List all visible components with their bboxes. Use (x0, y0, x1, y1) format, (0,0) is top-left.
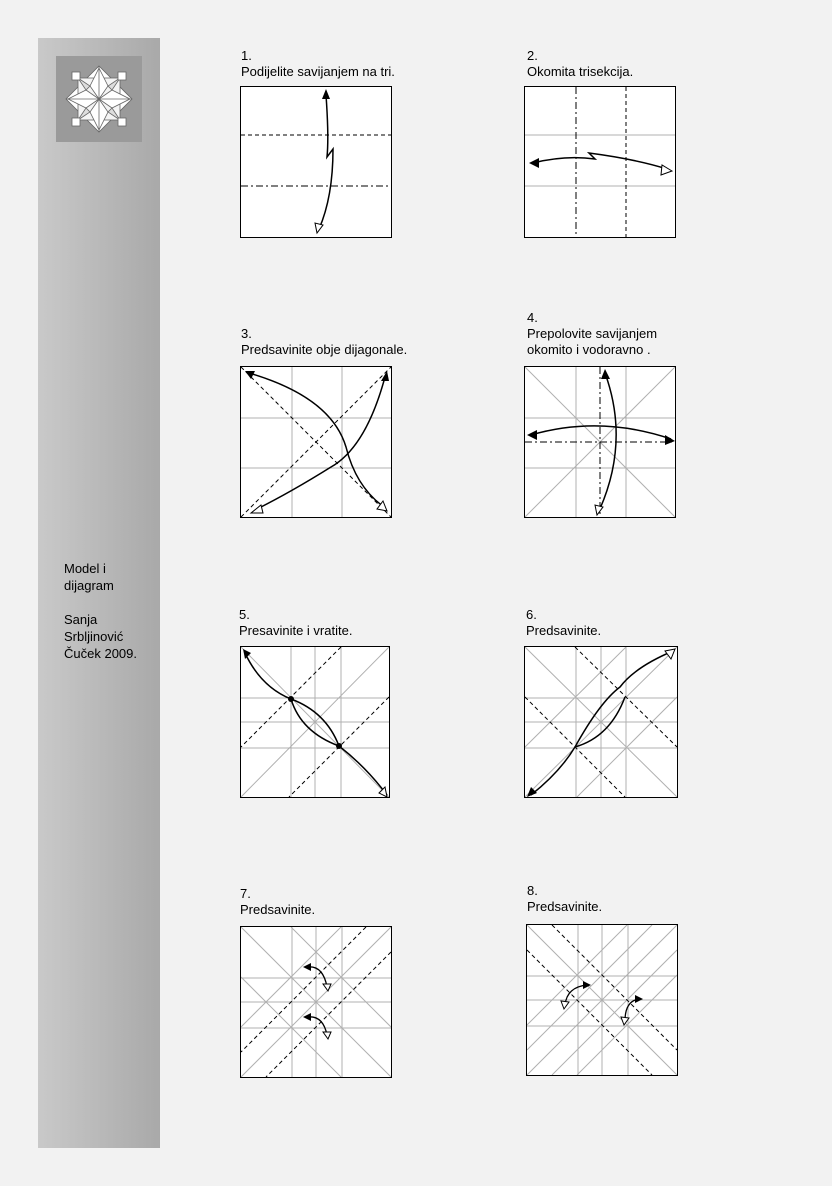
arrow-head-icon (665, 435, 675, 445)
arrow-head-icon (323, 984, 331, 991)
arrow-head-icon (322, 89, 330, 99)
credits: Model i dijagram Sanja Srbljinović Čuček 2009. (64, 561, 137, 661)
arrow-head-icon (527, 787, 537, 797)
step-5-diagram (240, 646, 390, 798)
sidebar (38, 38, 160, 1148)
step-7-label: 7. Predsavinite. (240, 886, 316, 917)
step-2-diagram (524, 86, 676, 238)
arrow-head-icon (595, 505, 603, 515)
step-6-diagram (524, 646, 678, 798)
arrow-head-icon (529, 158, 539, 168)
reference-point (288, 696, 294, 702)
step-8-diagram (526, 924, 678, 1076)
step-7-diagram (240, 926, 392, 1078)
step-4-label: 4. Prepolovite savijanjem okomito i vodoravno . (527, 310, 658, 357)
arrow-head-icon (251, 505, 263, 513)
fold-arrow (249, 373, 384, 507)
step-5-label: 5. Presavinite i vratite. (239, 607, 353, 638)
fold-arrow (533, 153, 667, 169)
arrow-head-icon (661, 165, 672, 175)
arrow-head-icon (323, 1032, 331, 1039)
step-1-label: 1. Podijelite savijanjem na tri. (241, 48, 395, 79)
step-3-diagram (240, 366, 392, 518)
fold-arrow (531, 426, 671, 439)
arrow-head-icon (635, 995, 643, 1003)
reference-point (336, 743, 342, 749)
step-4-diagram (524, 366, 676, 518)
step-3-label: 3. Predsavinite obje dijagonale. (241, 326, 408, 357)
arrow-head-icon (601, 369, 610, 379)
step-2-label: 2. Okomita trisekcija. (527, 48, 634, 79)
fold-arrow (319, 95, 333, 229)
arrow-head-icon (561, 1001, 569, 1009)
step-6-label: 6. Predsavinite. (526, 607, 602, 638)
arrow-head-icon (527, 430, 537, 440)
origami-model-icon (56, 56, 142, 142)
model-logo (56, 56, 142, 142)
step-1-diagram (240, 86, 392, 238)
step-8-label: 8. Predsavinite. (527, 883, 603, 914)
arrow-head-icon (315, 223, 323, 233)
